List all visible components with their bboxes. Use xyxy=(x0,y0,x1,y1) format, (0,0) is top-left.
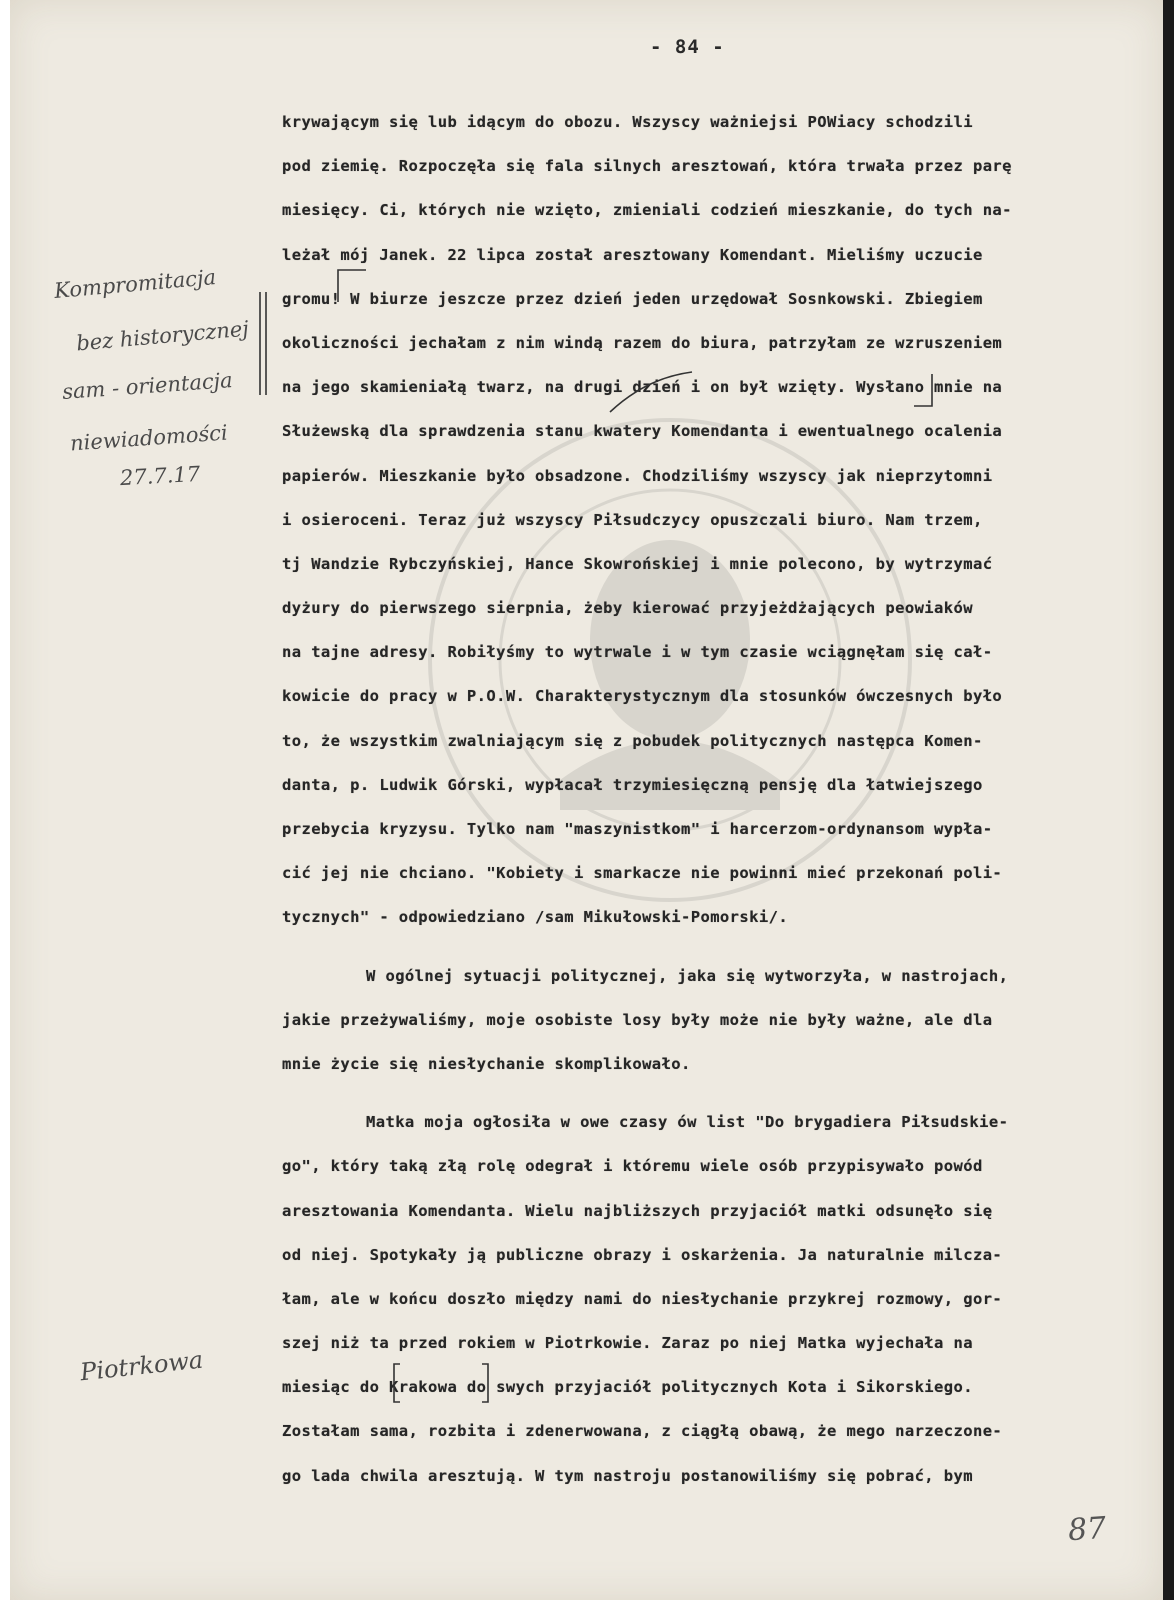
text-line: to, że wszystkim zwalniającym się z pobudek politycznych następca Komen- xyxy=(282,731,983,750)
scan-edge xyxy=(1163,0,1174,1600)
text-line: kowicie do pracy w P.O.W. Charakterystycznym dla stosunków ówczesnych było xyxy=(282,687,1003,706)
text-line: Służewską dla sprawdzenia stanu kwatery Komendanta i ewentualnego ocalenia xyxy=(282,422,1003,441)
text-line: jakie przeżywaliśmy, moje osobiste losy były może nie były ważne, ale dla xyxy=(282,1010,993,1029)
text-line: papierów. Mieszkanie było obsadzone. Chodziliśmy wszyscy jak nieprzytomni xyxy=(282,466,993,485)
text-line: danta, p. Ludwik Górski, wypłacał trzymiesięczną pensję dla łatwiejszego xyxy=(282,775,983,794)
text-line: na jego skamieniałą twarz, na drugi dzień i on był wzięty. Wysłano mnie na xyxy=(282,378,1003,397)
handwritten-page-stamp: 87 xyxy=(1066,1510,1108,1549)
handwritten-margin-note: bez historycznej xyxy=(75,316,250,356)
pen-strike-mark xyxy=(606,368,696,418)
text-line: miesięcy. Ci, których nie wzięto, zmieniali codzień mieszkanie, do tych na- xyxy=(282,201,1012,220)
text-line: leżał mój Janek. 22 lipca został aresztowany Komendant. Mieliśmy uczucie xyxy=(282,245,983,264)
text-line: miesiąc do Krakowa do swych przyjaciół politycznych Kota i Sikorskiego. xyxy=(282,1378,973,1397)
text-line: krywającym się lub idącym do obozu. Wszyscy ważniejsi POWiacy schodzili xyxy=(282,113,973,131)
text-line: tycznych" - odpowiedziano /sam Mikułowski-Pomorski/. xyxy=(282,908,789,927)
text-line: go lada chwila aresztują. W tym nastroju postanowiliśmy się pobrać, bym xyxy=(282,1466,973,1485)
text-line: cić jej nie chciano. "Kobiety i smarkacze nie powinni mieć przekonań poli- xyxy=(282,864,1003,883)
handwritten-margin-note: niewiadomości xyxy=(69,420,229,456)
text-line: gromu! W biurze jeszcze przez dzień jeden urzędował Sosnkowski. Zbiegiem xyxy=(282,289,983,308)
text-line: dyżury do pierwszego sierpnia, żeby kierować przyjeżdżających peowiaków xyxy=(282,599,973,618)
text-line: od niej. Spotykały ją publiczne obrazy i oskarżenia. Ja naturalnie milcza- xyxy=(282,1245,1003,1264)
text-line: na tajne adresy. Robiłyśmy to wytrwale i w tym czasie wciągnęłam się cał- xyxy=(282,643,993,662)
page-number: - 84 - xyxy=(650,36,725,58)
text-line: przebycia kryzysu. Tylko nam "maszynistkom" i harcerzom-ordynansom wypła- xyxy=(282,820,993,838)
document-page xyxy=(10,0,1163,1600)
text-line: aresztowania Komendanta. Wielu najbliższych przyjaciół matki odsunęło się xyxy=(282,1201,993,1220)
handwritten-margin-note: sam - orientacja xyxy=(61,368,234,404)
handwritten-margin-note: 27.7.17 xyxy=(119,461,201,491)
text-line: łam, ale w końcu doszło między nami do niesłychanie przykrej rozmowy, gor- xyxy=(282,1289,1003,1308)
text-line: okoliczności jechałam z nim windą razem do biura, patrzyłam ze wzruszeniem xyxy=(282,333,1003,352)
handwritten-margin-note: Piotrkowa xyxy=(78,1345,205,1387)
text-line: W ogólnej sytuacji politycznej, jaka się wytworzyła, w nastrojach, xyxy=(366,966,1009,985)
handwritten-margin-note: Kompromitacja xyxy=(53,264,217,304)
margin-bracket-mark xyxy=(255,290,275,400)
pen-bracket-mark xyxy=(330,266,370,306)
text-line: tj Wandzie Rybczyńskiej, Hance Skowrońskiej i mnie polecono, by wytrzymać xyxy=(282,554,993,573)
text-line: Matka moja ogłosiła w owe czasy ów list "Do brygadiera Piłsudskie- xyxy=(366,1113,1009,1132)
text-line: szej niż ta przed rokiem w Piotrkowie. Zaraz po niej Matka wyjechała na xyxy=(282,1334,973,1353)
text-line: go", który taką złą rolę odegrał i któremu wiele osób przypisywało powód xyxy=(282,1157,983,1176)
text-line: pod ziemię. Rozpoczęła się fala silnych aresztowań, która trwała przez parę xyxy=(282,157,1012,176)
text-line: Zostałam sama, rozbita i zdenerwowana, z ciągłą obawą, że mego narzeczone- xyxy=(282,1422,1003,1441)
text-line: i osieroceni. Teraz już wszyscy Piłsudczycy opuszczali biuro. Nam trzem, xyxy=(282,510,983,529)
text-line: mnie życie się niesłychanie skomplikowało. xyxy=(282,1054,691,1073)
pen-box-mark xyxy=(392,1360,492,1406)
pen-bracket-mark xyxy=(910,370,940,410)
body-text xyxy=(282,100,1126,1498)
